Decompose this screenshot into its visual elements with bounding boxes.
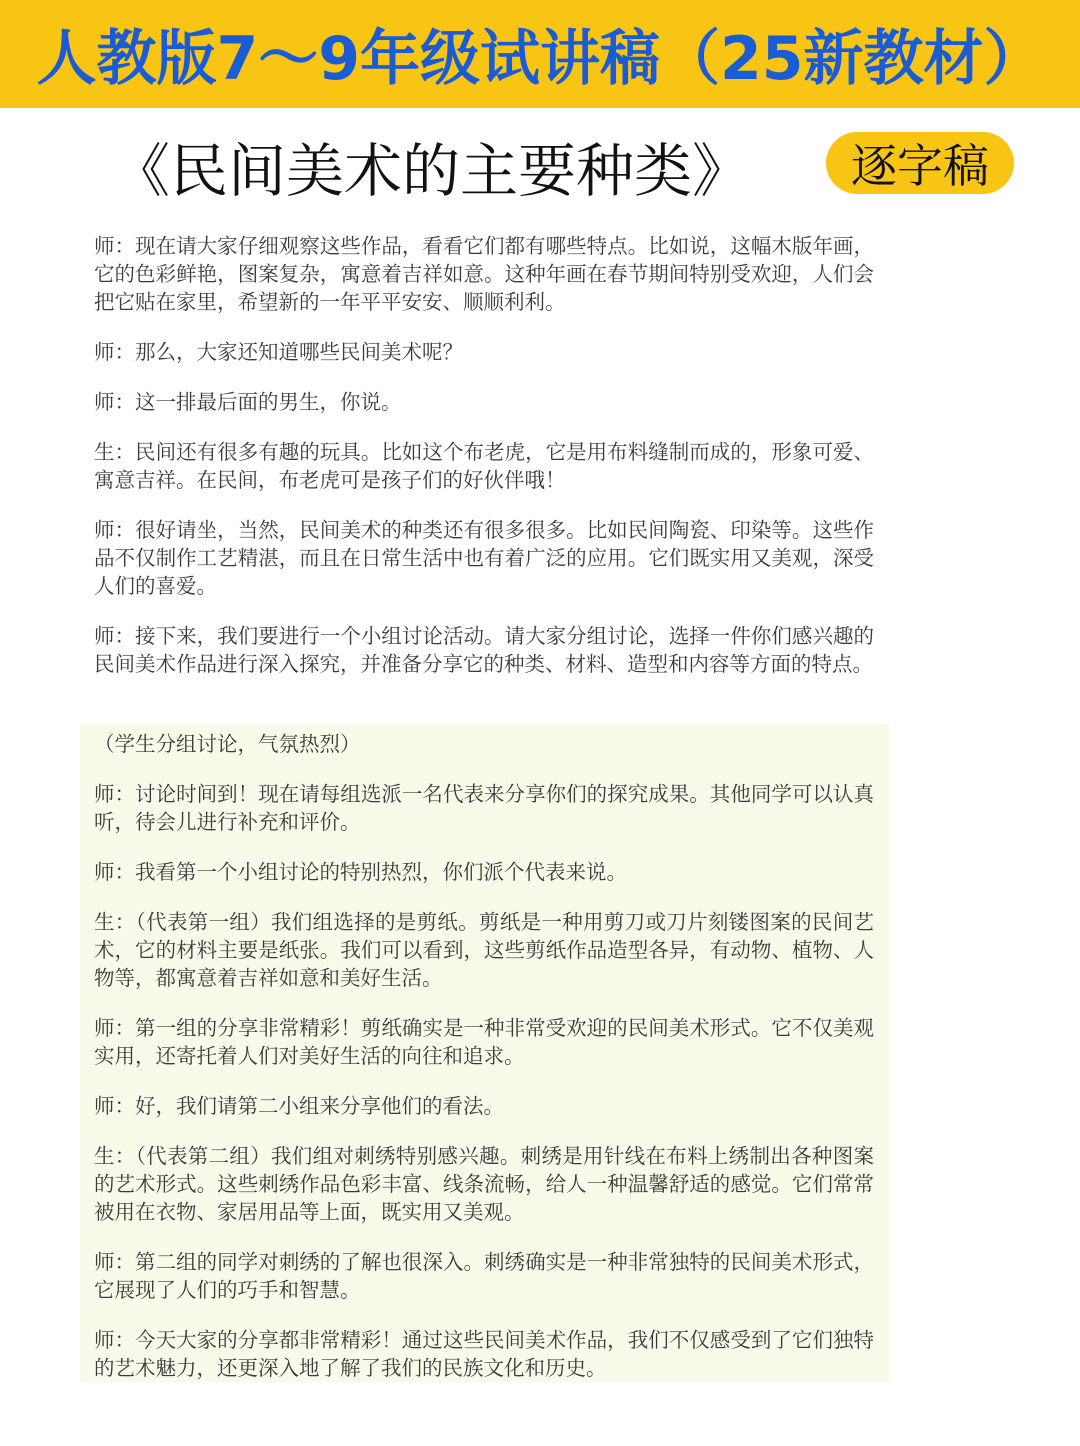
dialogue-paragraph: 师：好，我们请第二小组来分享他们的看法。	[94, 1094, 504, 1118]
dialogue-paragraph: 师：这一排最后面的男生，你说。	[94, 390, 402, 414]
lesson-title: 《民间美术的主要种类》	[112, 137, 751, 205]
dialogue-paragraph: （学生分组讨论，气氛热烈）	[94, 732, 361, 756]
dialogue-paragraph: 师：第二组的同学对刺绣的了解也很深入。刺绣确实是一种非常独特的民间美术形式，它展现了人们的巧手和智慧。	[94, 1250, 874, 1302]
transcript-badge: 逐字稿	[826, 132, 1014, 194]
title-row	[0, 118, 1080, 210]
dialogue-paragraph: 生：民间还有很多有趣的玩具。比如这个布老虎，它是用布料缝制而成的，形象可爱、寓意吉祥。在民间，布老虎可是孩子们的好伙伴哦！	[94, 440, 874, 492]
dialogue-section	[94, 232, 874, 700]
dialogue-paragraph: 生：（代表第二组）我们组对刺绣特别感兴趣。刺绣是用针线在布料上绣制出各种图案的艺术形式。这些刺绣作品色彩丰富、线条流畅，给人一种温馨舒适的感觉。它们常常被用在衣物、家居用品等上面，既实用又美观。	[94, 1144, 874, 1224]
top-banner	[0, 0, 1080, 108]
discussion-section	[94, 730, 874, 1404]
dialogue-paragraph: 师：很好请坐，当然，民间美术的种类还有很多很多。比如民间陶瓷、印染等。这些作品不仅制作工艺精湛，而且在日常生活中也有着广泛的应用。它们既实用又美观，深受人们的喜爱。	[94, 518, 874, 598]
dialogue-paragraph: 师：现在请大家仔细观察这些作品，看看它们都有哪些特点。比如说，这幅木版年画，它的色彩鲜艳，图案复杂，寓意着吉祥如意。这种年画在春节期间特别受欢迎，人们会把它贴在家里，希望新的一年平平安安、顺顺利利。	[94, 234, 874, 314]
dialogue-paragraph: 师：接下来，我们要进行一个小组讨论活动。请大家分组讨论，选择一件你们感兴趣的民间美术作品进行深入探究，并准备分享它的种类、材料、造型和内容等方面的特点。	[94, 624, 874, 676]
dialogue-paragraph: 师：第一组的分享非常精彩！剪纸确实是一种非常受欢迎的民间美术形式。它不仅美观实用，还寄托着人们对美好生活的向往和追求。	[94, 1016, 874, 1068]
dialogue-paragraph: 生：（代表第一组）我们组选择的是剪纸。剪纸是一种用剪刀或刀片刻镂图案的民间艺术，它的材料主要是纸张。我们可以看到，这些剪纸作品造型各异，有动物、植物、人物等，都寓意着吉祥如意和美好生活。	[94, 910, 874, 990]
dialogue-paragraph: 师：今天大家的分享都非常精彩！通过这些民间美术作品，我们不仅感受到了它们独特的艺术魅力，还更深入地了解了我们的民族文化和历史。	[94, 1328, 874, 1380]
banner-title: 人教版7～9年级试讲稿（25新教材）	[36, 24, 1044, 94]
dialogue-paragraph: 师：我看第一个小组讨论的特别热烈，你们派个代表来说。	[94, 860, 627, 884]
dialogue-paragraph: 师：讨论时间到！现在请每组选派一名代表来分享你们的探究成果。其他同学可以认真听，待会儿进行补充和评价。	[94, 782, 874, 834]
dialogue-paragraph: 师：那么，大家还知道哪些民间美术呢？	[94, 340, 463, 364]
